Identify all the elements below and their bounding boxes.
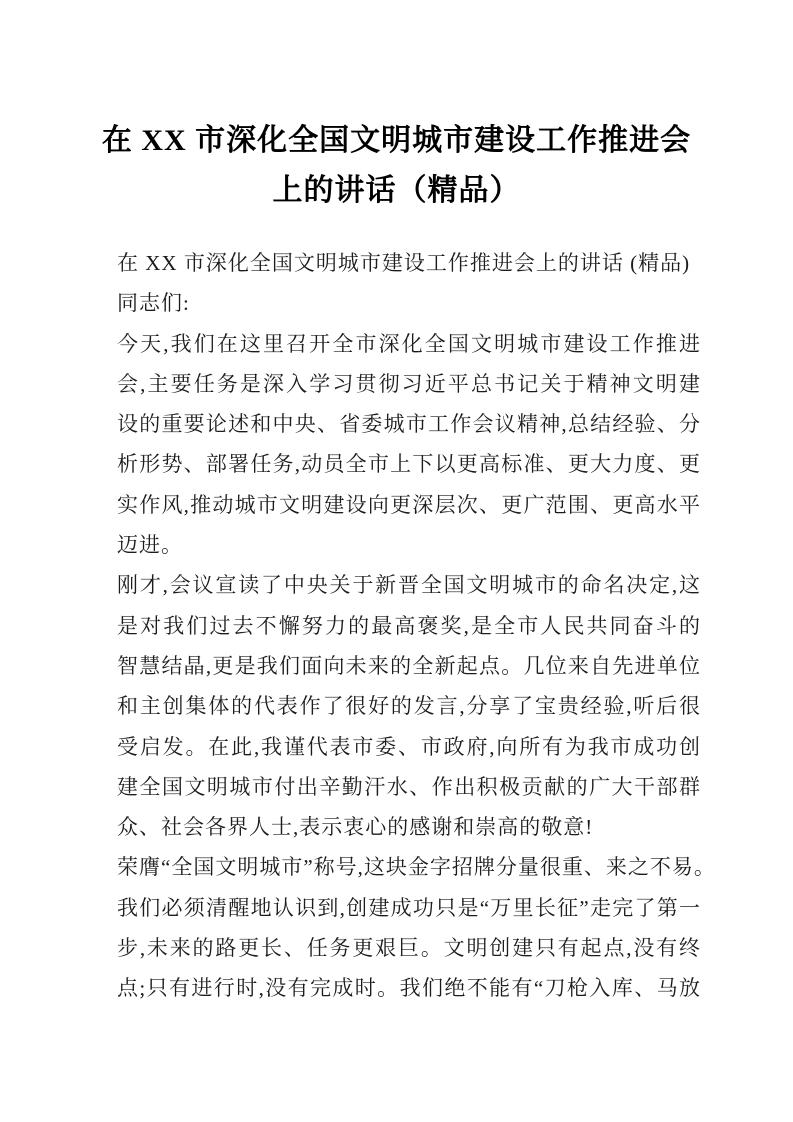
paragraph bbox=[117, 324, 701, 566]
text-line: 实作风,推动城市文明建设向更深层次、更广范围、更高水平 bbox=[117, 492, 701, 517]
text-line: 建全国文明城市付出辛勤汗水、作出积极贡献的广大干部群 bbox=[117, 774, 701, 799]
text-line: 刚才,会议宣读了中央关于新晋全国文明城市的命名决定,这 bbox=[117, 573, 701, 598]
document-body bbox=[0, 243, 793, 1009]
text-line: 析形势、部署任务,动员全市上下以更高标准、更大力度、更 bbox=[117, 452, 701, 477]
text-line: 点;只有进行时,没有完成时。我们绝不能有“刀枪入库、马放 bbox=[117, 976, 701, 1001]
text-line: 我们必须清醒地认识到,创建成功只是“万里长征”走完了第一 bbox=[117, 895, 701, 920]
document-title bbox=[0, 0, 793, 216]
text-line: 设的重要论述和中央、省委城市工作会议精神,总结经验、分 bbox=[117, 412, 701, 437]
text-line: 今天,我们在这里召开全市深化全国文明城市建设工作推进 bbox=[117, 331, 701, 356]
text-line: 受启发。在此,我谨代表市委、市政府,向所有为我市成功创 bbox=[117, 734, 701, 759]
text-line: 众、社会各界人士,表示衷心的感谢和崇高的敬意! bbox=[117, 815, 594, 840]
title-line-1: 在 XX 市深化全国文明城市建设工作推进会 bbox=[101, 124, 692, 157]
paragraph bbox=[117, 565, 701, 847]
text-line: 步,未来的路更长、任务更艰巨。文明创建只有起点,没有终 bbox=[117, 936, 701, 961]
paragraph bbox=[117, 847, 716, 1008]
text-line: 会,主要任务是深入学习贯彻习近平总书记关于精神文明建 bbox=[117, 371, 701, 396]
text-line: 在 XX 市深化全国文明城市建设工作推进会上的讲话 (精品) bbox=[117, 251, 691, 275]
paragraph bbox=[117, 243, 701, 283]
text-line: 迈进。 bbox=[117, 533, 183, 558]
text-line: 智慧结晶,更是我们面向未来的全新起点。几位来自先进单位 bbox=[117, 653, 701, 678]
paragraph bbox=[117, 283, 701, 323]
text-line: 是对我们过去不懈努力的最高褒奖,是全市人民共同奋斗的 bbox=[117, 613, 701, 638]
text-line: 和主创集体的代表作了很好的发言,分享了宝贵经验,听后很 bbox=[117, 694, 701, 719]
text-line: 同志们: bbox=[117, 291, 190, 316]
text-line: 荣膺“全国文明城市”称号,这块金字招牌分量很重、来之不易。 bbox=[117, 855, 716, 880]
title-line-2: 上的讲话（精品） bbox=[272, 174, 521, 207]
